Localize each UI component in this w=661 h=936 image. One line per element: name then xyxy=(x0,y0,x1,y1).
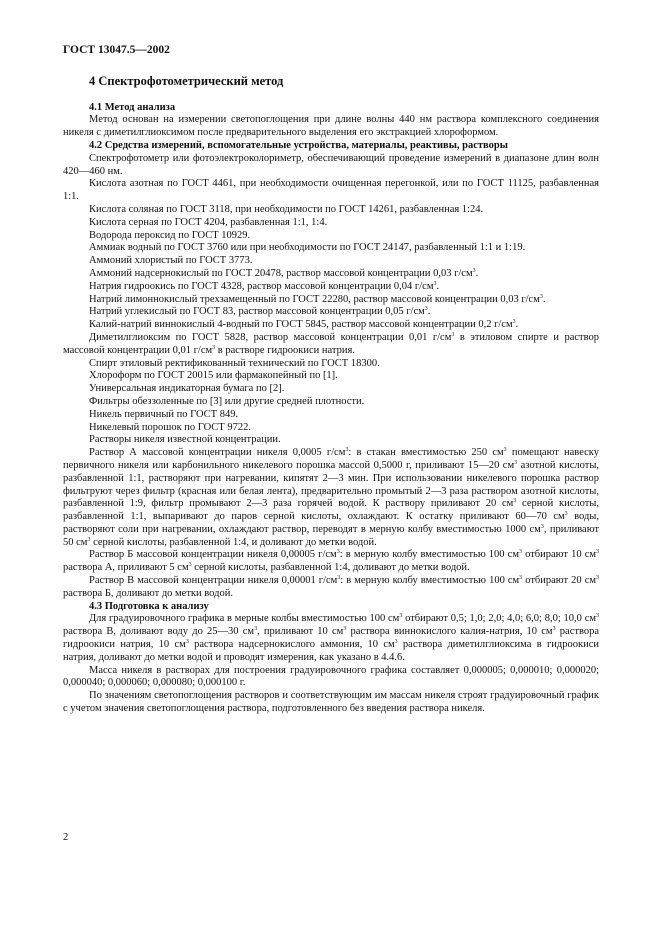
paragraph: Калий-натрий виннокислый 4-водный по ГОСТ 5845, раствор массовой концентрации 0,2 $г/см^3$. xyxy=(89,319,519,331)
paragraph: Хлороформ по ГОСТ 20015 или фармакопейный по [1]. xyxy=(89,370,338,382)
subsection-4-3-title: 4.3 Подготовка к анализу xyxy=(89,600,209,612)
paragraph: Натрий углекислый по ГОСТ 83, раствор массовой концентрации 0,05 $г/см^3$. xyxy=(89,306,431,318)
subsection-4-1-title: 4.1 Метод анализа xyxy=(89,101,176,113)
paragraph: Кислота азотная по ГОСТ 4461, при необходимости очищенная перегонкой, или по ГОСТ 11125, разбавленная 1:1. xyxy=(63,178,599,203)
paragraph: Масса никеля в растворах для построения градуировочного графика составляет 0,000005; 0,000010; 0,000020; 0,000040; 0,000060; 0,000080; 0,000100 г. xyxy=(63,664,599,689)
paragraph: Спирт этиловый ректификованный технический по ГОСТ 18300. xyxy=(89,357,380,369)
solution-a-paragraph: Раствор А массовой концентрации никеля 0,0005 $г/см^3$: в стакан вместимостью 250 $см^3$ помещают навеску первичного никеля или карбонильного никелевого порошка массой 0,5000 г, приливают 15—20 $см^3$ азотной кислоты, разбавленной 1:1, растворяют при нагревании, кипятят 2—3 мин. При использовании никелевого порошка раствор фильтруют через фильтр (красная или белая лента), предварительно промытый 2—3 раза раствором азотной кислоты, разбавленной 1:9, фильтр промывают 2—3 раза горячей водой. К раствору приливают 20 $см^3$ серной кислоты, разбавленной 1:1, выпаривают до паров серной кислоты, охлаждают. К остатку приливают 60—70 $см^3$ воды, растворяют соли при нагревании, охлаждают раствор, переводят в мерную колбу вместимостью 1000 $см^3$, приливают 50 $см^3$ серной кислоты, разбавленной 1:4, и доливают до метки водой. xyxy=(63,447,600,548)
paragraph: Никель первичный по ГОСТ 849. xyxy=(89,408,239,420)
paragraph: По значениям светопоглощения растворов и соответствующим им массам никеля строят градуировочный график с учетом значения светопоглощения раствора, подготовленного без введения раствора никеля. xyxy=(63,690,599,715)
paragraph: Фильтры обеззоленные по [3] или другие средней плотности. xyxy=(89,395,365,407)
solution-v-paragraph: Раствор В массовой концентрации никеля 0,00001 $г/см^3$: в мерную колбу вместимостью 100 $см^3$ отбирают 20 $см^3$ раствора Б, доливают до метки водой. xyxy=(63,575,599,599)
document-body xyxy=(63,44,599,716)
paragraph: Для градуировочного графика в мерные колбы вместимостью 100 $см^3$ отбирают 0,5; 1,0; 2,0; 4,0; 6,0; 8,0; 10,0 $см^3$ раствора В, доливают воду до 25—30 $см^3$, приливают 10 $см^3$ раствора виннокислого калия-натрия, 10 $см^3$ раствора гидроокиси натрия, 10 $см^3$ раствора надсернокислого аммония, 10 $см^3$ раствора диметилглиоксима в гидроокиси натрия, доливают до метки водой и проводят измерения, как указано в 4.4.6. xyxy=(63,613,600,663)
document-header: ГОСТ 13047.5—2002 xyxy=(63,44,170,56)
paragraph: Натрий лимоннокислый трехзамещенный по ГОСТ 22280, раствор массовой концентрации 0,03 $г/см^3$. xyxy=(89,293,546,305)
paragraph: Растворы никеля известной концентрации. xyxy=(89,434,281,446)
paragraph: Универсальная индикаторная бумага по [2]. xyxy=(89,383,285,395)
paragraph: Натрия гидроокись по ГОСТ 4328, раствор массовой концентрации 0,04 $г/см^3$. xyxy=(89,280,440,292)
paragraph: Метод основан на измерении светопоглощения при длине волны 440 нм раствора комплексного соединения никеля с диметилглиоксимом после предварительного выделения его экстракцией хлороформом. xyxy=(63,114,599,139)
paragraph: Никелевый порошок по ГОСТ 9722. xyxy=(89,421,251,433)
section-title: 4 Спектрофотометрический метод xyxy=(89,73,284,88)
paragraph: Водорода пероксид по ГОСТ 10929. xyxy=(89,229,251,241)
page-number: 2 xyxy=(63,832,69,843)
subsection-4-2-title: 4.2 Средства измерений, вспомогательные устройства, материалы, реактивы, растворы xyxy=(89,139,508,151)
paragraph: Кислота серная по ГОСТ 4204, разбавленная 1:1, 1:4. xyxy=(89,216,328,228)
paragraph: Кислота соляная по ГОСТ 3118, при необходимости по ГОСТ 14261, разбавленная 1:24. xyxy=(89,203,484,215)
solution-b-paragraph: Раствор Б массовой концентрации никеля 0,00005 $г/см^3$: в мерную колбу вместимостью 100 $см^3$ отбирают 10 $см^3$ раствора А, приливают 5 $см^3$ серной кислоты, разбавленной 1:4, доливают до метки водой. xyxy=(63,549,600,574)
paragraph: Диметилглиоксим по ГОСТ 5828, раствор массовой концентрации 0,01 $г/см^3$ в этиловом спирте и раствор массовой концентрации 0,01 $г/см^3$ в растворе гидроокиси натрия. xyxy=(63,331,599,356)
paragraph: Аммиак водный по ГОСТ 3760 или при необходимости по ГОСТ 24147, разбавленный 1:1 и 1:19. xyxy=(89,242,526,254)
paragraph: Спектрофотометр или фотоэлектроколориметр, обеспечивающий проведение измерений в диапазоне длин волн 420—460 нм. xyxy=(63,152,599,177)
paragraph: Аммоний хлористый по ГОСТ 3773. xyxy=(89,255,253,267)
paragraph: Аммоний надсернокислый по ГОСТ 20478, раствор массовой концентрации 0,03 $г/см^3$. xyxy=(89,267,479,279)
